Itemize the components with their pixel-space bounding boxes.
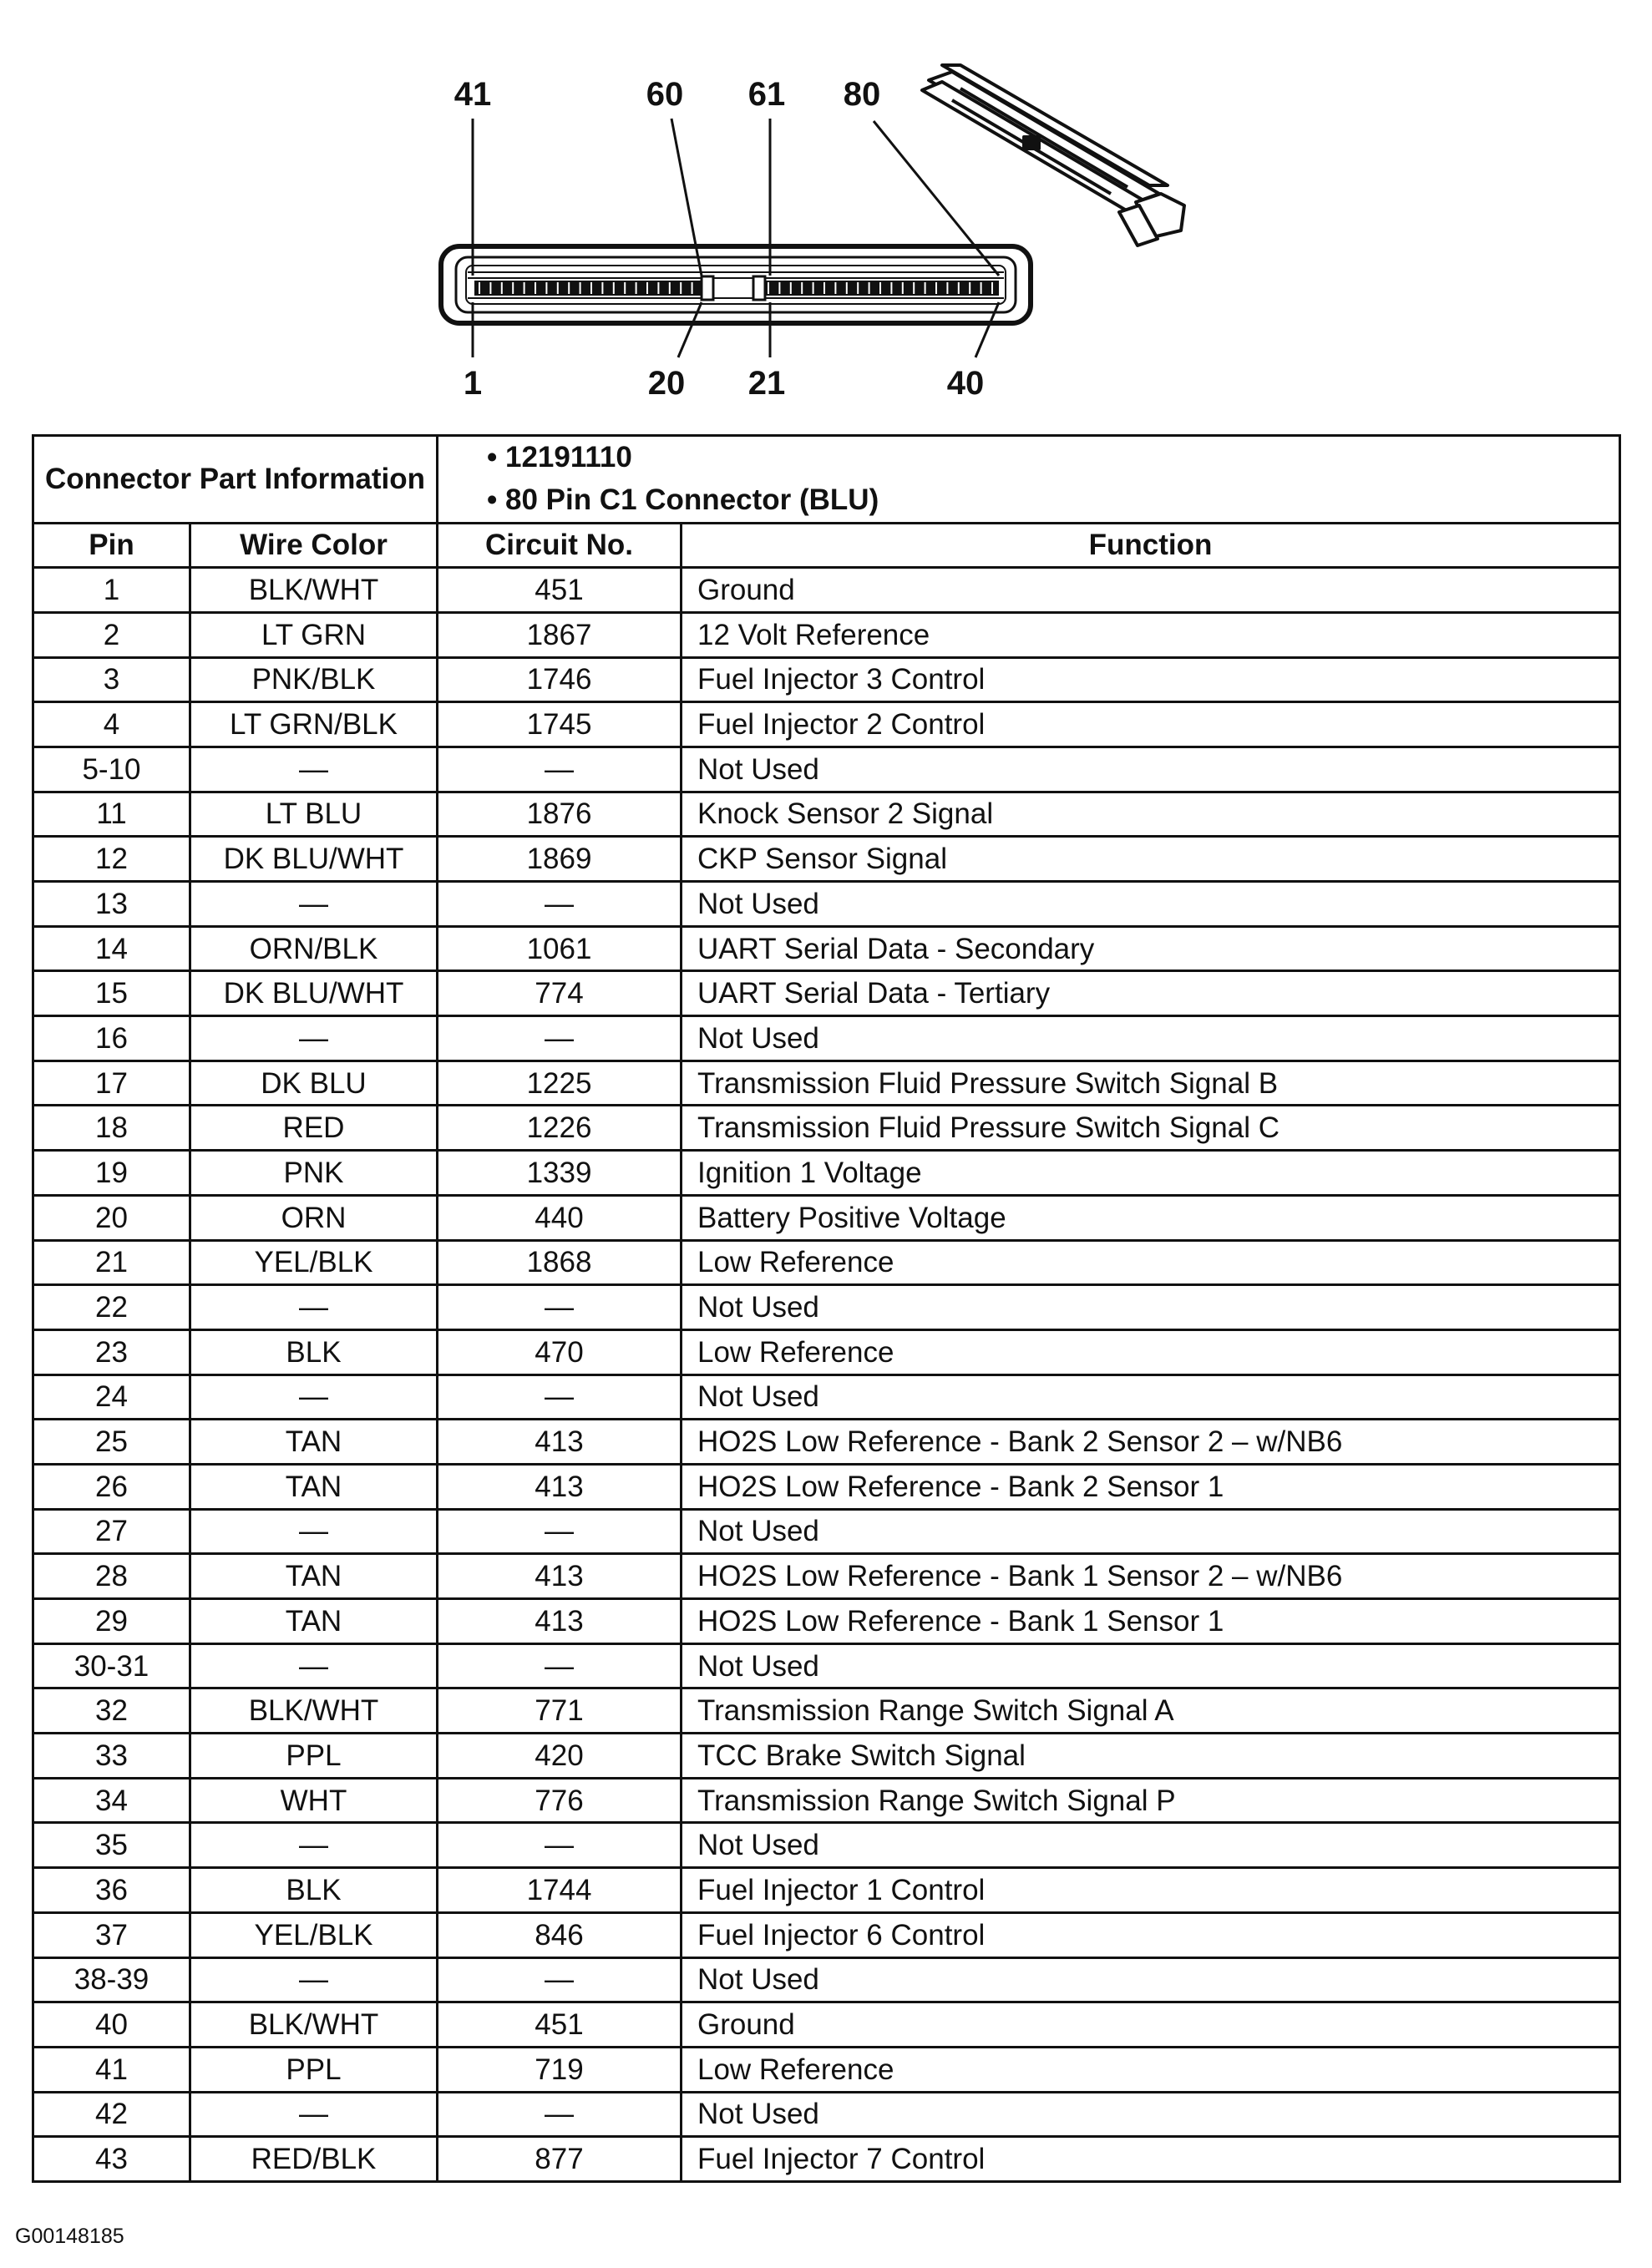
- table-row: [33, 657, 1620, 702]
- table-row: [33, 792, 1620, 837]
- pin-cell: 11: [33, 792, 190, 837]
- table-row: [33, 1329, 1620, 1374]
- circuit-no-cell: 413: [438, 1554, 682, 1599]
- pin-label-20: 20: [647, 365, 686, 402]
- pin-cell: 16: [33, 1016, 190, 1061]
- wire-color-cell: TAN: [190, 1599, 438, 1644]
- circuit-no-cell: —: [438, 1509, 682, 1554]
- wire-color-cell: ORN: [190, 1195, 438, 1240]
- pin-cell: 29: [33, 1599, 190, 1644]
- function-cell: HO2S Low Reference - Bank 1 Sensor 1: [682, 1599, 1620, 1644]
- table-row: [33, 1912, 1620, 1957]
- function-cell: TCC Brake Switch Signal: [682, 1734, 1620, 1779]
- circuit-no-cell: 1226: [438, 1106, 682, 1151]
- function-cell: Not Used: [682, 747, 1620, 792]
- function-cell: Fuel Injector 7 Control: [682, 2137, 1620, 2182]
- circuit-no-cell: 877: [438, 2137, 682, 2182]
- pin-cell: 20: [33, 1195, 190, 1240]
- pin-cell: 21: [33, 1240, 190, 1285]
- table-row: [33, 1106, 1620, 1151]
- function-cell: Ignition 1 Voltage: [682, 1151, 1620, 1196]
- function-cell: Low Reference: [682, 1240, 1620, 1285]
- circuit-no-cell: 1061: [438, 926, 682, 971]
- header-pin: Pin: [33, 523, 190, 568]
- pin-label-21: 21: [747, 365, 786, 402]
- function-cell: Fuel Injector 3 Control: [682, 657, 1620, 702]
- table-row: [33, 1151, 1620, 1196]
- wire-color-cell: RED/BLK: [190, 2137, 438, 2182]
- wire-color-cell: BLK: [190, 1329, 438, 1374]
- table-row: [33, 2047, 1620, 2092]
- function-cell: Ground: [682, 2002, 1620, 2048]
- circuit-no-cell: 420: [438, 1734, 682, 1779]
- function-cell: CKP Sensor Signal: [682, 837, 1620, 882]
- function-cell: Not Used: [682, 1285, 1620, 1330]
- wire-color-cell: —: [190, 882, 438, 927]
- circuit-no-cell: 846: [438, 1912, 682, 1957]
- pin-cell: 26: [33, 1464, 190, 1509]
- table-row: [33, 1734, 1620, 1779]
- function-cell: Transmission Fluid Pressure Switch Signal B: [682, 1061, 1620, 1106]
- connector-table: [32, 434, 1621, 2183]
- wire-color-cell: ORN/BLK: [190, 926, 438, 971]
- pin-label-60: 60: [646, 76, 684, 113]
- circuit-no-cell: 1744: [438, 1868, 682, 1913]
- connector-diagram: [0, 0, 1652, 426]
- pin-cell: 3: [33, 657, 190, 702]
- pin-cell: 34: [33, 1778, 190, 1823]
- pin-cell: 27: [33, 1509, 190, 1554]
- function-cell: HO2S Low Reference - Bank 2 Sensor 2 – w/NB6: [682, 1420, 1620, 1465]
- wire-color-cell: —: [190, 1957, 438, 2002]
- pin-cell: 41: [33, 2047, 190, 2092]
- wire-color-cell: PNK: [190, 1151, 438, 1196]
- wire-color-cell: —: [190, 1643, 438, 1688]
- function-cell: Transmission Range Switch Signal A: [682, 1688, 1620, 1734]
- circuit-no-cell: 1869: [438, 837, 682, 882]
- circuit-no-cell: —: [438, 1957, 682, 2002]
- pin-cell: 36: [33, 1868, 190, 1913]
- wire-color-cell: BLK/WHT: [190, 568, 438, 613]
- circuit-no-cell: 451: [438, 568, 682, 613]
- wire-color-cell: PNK/BLK: [190, 657, 438, 702]
- wire-color-cell: DK BLU/WHT: [190, 971, 438, 1016]
- circuit-no-cell: 776: [438, 1778, 682, 1823]
- table-row: [33, 1778, 1620, 1823]
- header-function: Function: [682, 523, 1620, 568]
- wire-color-cell: —: [190, 1823, 438, 1868]
- wire-color-cell: TAN: [190, 1420, 438, 1465]
- table-row: [33, 2002, 1620, 2048]
- pin-cell: 23: [33, 1329, 190, 1374]
- function-cell: HO2S Low Reference - Bank 2 Sensor 1: [682, 1464, 1620, 1509]
- wire-color-cell: —: [190, 2092, 438, 2137]
- circuit-no-cell: —: [438, 1823, 682, 1868]
- wire-color-cell: RED: [190, 1106, 438, 1151]
- function-cell: 12 Volt Reference: [682, 612, 1620, 657]
- circuit-no-cell: 413: [438, 1464, 682, 1509]
- table-row: [33, 2137, 1620, 2182]
- wire-color-cell: DK BLU: [190, 1061, 438, 1106]
- table-row: [33, 1374, 1620, 1420]
- header-wire-color: Wire Color: [190, 523, 438, 568]
- circuit-no-cell: 1339: [438, 1151, 682, 1196]
- pin-cell: 42: [33, 2092, 190, 2137]
- table-body: [33, 436, 1620, 2182]
- pin-cell: 28: [33, 1554, 190, 1599]
- pin-cell: 2: [33, 612, 190, 657]
- circuit-no-cell: —: [438, 882, 682, 927]
- table-row: [33, 1195, 1620, 1240]
- table-row: [33, 1240, 1620, 1285]
- circuit-no-cell: 413: [438, 1420, 682, 1465]
- pin-cell: 25: [33, 1420, 190, 1465]
- table-row: [33, 837, 1620, 882]
- wire-color-cell: —: [190, 1016, 438, 1061]
- function-cell: Fuel Injector 1 Control: [682, 1868, 1620, 1913]
- wire-color-cell: BLK/WHT: [190, 1688, 438, 1734]
- wire-color-cell: LT GRN: [190, 612, 438, 657]
- function-cell: Fuel Injector 2 Control: [682, 702, 1620, 747]
- function-cell: Not Used: [682, 2092, 1620, 2137]
- pin-cell: 1: [33, 568, 190, 613]
- connector-info-values: [438, 436, 1620, 524]
- pin-cell: 12: [33, 837, 190, 882]
- pin-label-80: 80: [843, 76, 881, 113]
- circuit-no-cell: 1225: [438, 1061, 682, 1106]
- function-cell: Not Used: [682, 1374, 1620, 1420]
- table-row: [33, 1823, 1620, 1868]
- table-row: [33, 568, 1620, 613]
- pin-cell: 35: [33, 1823, 190, 1868]
- pin-cell: 18: [33, 1106, 190, 1151]
- pin-cell: 14: [33, 926, 190, 971]
- table-row: [33, 1285, 1620, 1330]
- pin-cell: 22: [33, 1285, 190, 1330]
- function-cell: Not Used: [682, 1643, 1620, 1688]
- pin-cell: 4: [33, 702, 190, 747]
- table-row: [33, 1688, 1620, 1734]
- connector-part-number: • 12191110: [487, 441, 632, 473]
- function-cell: Knock Sensor 2 Signal: [682, 792, 1620, 837]
- pin-cell: 24: [33, 1374, 190, 1420]
- wire-color-cell: —: [190, 1374, 438, 1420]
- function-cell: Ground: [682, 568, 1620, 613]
- pin-cell: 37: [33, 1912, 190, 1957]
- pin-cell: 32: [33, 1688, 190, 1734]
- table-row: [33, 1643, 1620, 1688]
- pin-cell: 17: [33, 1061, 190, 1106]
- table-row: [33, 1957, 1620, 2002]
- wire-color-cell: TAN: [190, 1464, 438, 1509]
- table-row: [33, 971, 1620, 1016]
- pin-label-61: 61: [747, 76, 786, 113]
- circuit-no-cell: —: [438, 1643, 682, 1688]
- wire-color-cell: BLK/WHT: [190, 2002, 438, 2048]
- circuit-no-cell: —: [438, 1285, 682, 1330]
- function-cell: Not Used: [682, 1957, 1620, 2002]
- pin-cell: 40: [33, 2002, 190, 2048]
- pin-label-40: 40: [946, 365, 985, 402]
- wire-color-cell: —: [190, 747, 438, 792]
- table-row: [33, 747, 1620, 792]
- circuit-no-cell: 1868: [438, 1240, 682, 1285]
- circuit-no-cell: 413: [438, 1599, 682, 1644]
- circuit-no-cell: 1745: [438, 702, 682, 747]
- wire-color-cell: WHT: [190, 1778, 438, 1823]
- connector-description: • 80 Pin C1 Connector (BLU): [487, 483, 879, 516]
- table-row: [33, 2092, 1620, 2137]
- function-cell: Transmission Range Switch Signal P: [682, 1778, 1620, 1823]
- circuit-no-cell: —: [438, 2092, 682, 2137]
- circuit-no-cell: 1876: [438, 792, 682, 837]
- wire-color-cell: LT GRN/BLK: [190, 702, 438, 747]
- connector-info-label: Connector Part Information: [33, 436, 438, 524]
- table-header-row: [33, 523, 1620, 568]
- circuit-no-cell: —: [438, 1016, 682, 1061]
- connector-info-row: [33, 436, 1620, 524]
- connector-side-view: [922, 65, 1184, 246]
- circuit-no-cell: 1867: [438, 612, 682, 657]
- connector-description-text: 80 Pin C1 Connector (BLU): [504, 483, 879, 516]
- function-cell: Transmission Fluid Pressure Switch Signal C: [682, 1106, 1620, 1151]
- pin-cell: 13: [33, 882, 190, 927]
- table-row: [33, 882, 1620, 927]
- table-row: [33, 702, 1620, 747]
- wire-color-cell: PPL: [190, 2047, 438, 2092]
- wire-color-cell: LT BLU: [190, 792, 438, 837]
- function-cell: HO2S Low Reference - Bank 1 Sensor 2 – w/NB6: [682, 1554, 1620, 1599]
- wire-color-cell: BLK: [190, 1868, 438, 1913]
- pin-cell: 19: [33, 1151, 190, 1196]
- function-cell: Not Used: [682, 1823, 1620, 1868]
- function-cell: Battery Positive Voltage: [682, 1195, 1620, 1240]
- pin-cell: 33: [33, 1734, 190, 1779]
- table-row: [33, 1061, 1620, 1106]
- function-cell: Low Reference: [682, 2047, 1620, 2092]
- circuit-no-cell: 771: [438, 1688, 682, 1734]
- pin-cell: 38-39: [33, 1957, 190, 2002]
- circuit-no-cell: 1746: [438, 657, 682, 702]
- part-number-text: 12191110: [504, 441, 632, 473]
- table-row: [33, 1554, 1620, 1599]
- wire-color-cell: —: [190, 1509, 438, 1554]
- table-row: [33, 1016, 1620, 1061]
- pin-cell: 30-31: [33, 1643, 190, 1688]
- circuit-no-cell: —: [438, 747, 682, 792]
- wire-color-cell: —: [190, 1285, 438, 1330]
- figure-id: G00148185: [15, 2225, 124, 2248]
- header-circuit-no: Circuit No.: [438, 523, 682, 568]
- table-row: [33, 1599, 1620, 1644]
- circuit-no-cell: 719: [438, 2047, 682, 2092]
- function-cell: Low Reference: [682, 1329, 1620, 1374]
- table-row: [33, 612, 1620, 657]
- table-row: [33, 1868, 1620, 1913]
- function-cell: Not Used: [682, 882, 1620, 927]
- pin-label-1: 1: [463, 365, 483, 402]
- wire-color-cell: YEL/BLK: [190, 1240, 438, 1285]
- pin-rows: [474, 276, 999, 300]
- wire-color-cell: DK BLU/WHT: [190, 837, 438, 882]
- wire-color-cell: YEL/BLK: [190, 1912, 438, 1957]
- circuit-no-cell: 470: [438, 1329, 682, 1374]
- pin-label-41: 41: [454, 76, 492, 113]
- function-cell: Fuel Injector 6 Control: [682, 1912, 1620, 1957]
- table-row: [33, 1509, 1620, 1554]
- function-cell: UART Serial Data - Secondary: [682, 926, 1620, 971]
- pin-cell: 5-10: [33, 747, 190, 792]
- table-row: [33, 1464, 1620, 1509]
- function-cell: Not Used: [682, 1016, 1620, 1061]
- table-row: [33, 1420, 1620, 1465]
- circuit-no-cell: 451: [438, 2002, 682, 2048]
- circuit-no-cell: 774: [438, 971, 682, 1016]
- wire-color-cell: TAN: [190, 1554, 438, 1599]
- wire-color-cell: PPL: [190, 1734, 438, 1779]
- pin-cell: 43: [33, 2137, 190, 2182]
- function-cell: Not Used: [682, 1509, 1620, 1554]
- circuit-no-cell: —: [438, 1374, 682, 1420]
- function-cell: UART Serial Data - Tertiary: [682, 971, 1620, 1016]
- table-row: [33, 926, 1620, 971]
- circuit-no-cell: 440: [438, 1195, 682, 1240]
- pin-cell: 15: [33, 971, 190, 1016]
